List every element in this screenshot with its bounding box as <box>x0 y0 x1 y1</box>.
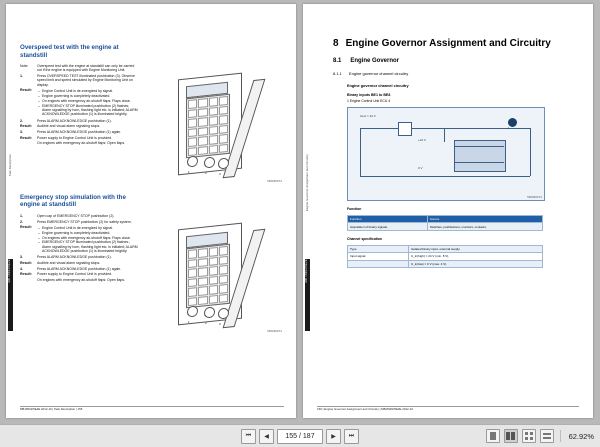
step-row <box>20 130 138 134</box>
step-label: 2. <box>20 118 23 123</box>
table-header-row <box>348 216 543 223</box>
step-text: Power supply to Engine Control Unit is provided. <box>37 272 113 277</box>
step-label <box>20 141 37 145</box>
bullet: – EMERGENCY STOP illuminated pushbutton (2) flashes; Alarm signalling by horn, flashing light etc. is initiated; ALARM ACKNOWLEDGE pushbutton (1) is illuminated brightly. <box>42 104 138 117</box>
step-row <box>20 74 138 87</box>
step-text: Overspeed test with the engine at standstill can only be carried out if the engine is equipped with Engine Monitoring Unit. <box>37 64 135 73</box>
table-row <box>348 260 543 267</box>
step-text: On engines with emergency air-shutoff flaps: Open flaps. <box>37 141 126 146</box>
step-row <box>20 220 138 224</box>
left-page[interactable] <box>6 4 296 418</box>
section-title: Engine Governor <box>350 58 400 64</box>
figure-control-panel-1 <box>146 64 284 184</box>
step-row <box>20 267 138 271</box>
step-row <box>20 124 138 128</box>
subsection-number: 8.1.1 <box>333 71 342 76</box>
table-row <box>348 223 543 230</box>
table-cell: Input signal <box>348 253 409 260</box>
left-page-side-tab: Task Description <box>9 154 12 177</box>
step-text: On engines with emergency air-shutoff flaps: Open flaps. <box>37 278 126 283</box>
step-row <box>20 119 138 123</box>
channel-specification-table <box>347 245 543 268</box>
section-block-emergency-stop <box>20 213 284 333</box>
step-label: Result: <box>20 261 32 266</box>
schematic-supply-label: Uext = 24 V <box>360 114 376 118</box>
step-text: Press ALARM ACKNOWLEDGE pushbutton (1) again. <box>37 266 122 271</box>
table-caption-function: Function <box>347 207 362 211</box>
schematic-voltage-high: +24 V <box>418 138 426 142</box>
schematic-switch <box>398 122 412 136</box>
schematic-voltage-low: 0 V <box>418 166 423 170</box>
step-row <box>20 272 138 276</box>
chapter-heading <box>333 38 573 49</box>
step-text: Press ALARM ACKNOWLEDGE pushbutton (1) again. <box>37 129 122 134</box>
right-page-side-marker-label: MB 15002/5E2E <box>305 259 308 283</box>
step-label: 1. <box>20 213 23 218</box>
right-page-side-marker <box>305 259 310 331</box>
viewer-toolbar <box>0 424 600 447</box>
step-label: 4. <box>20 266 23 271</box>
grid-view-icon[interactable] <box>522 429 536 443</box>
left-page-side-marker <box>8 259 13 331</box>
section-title-emergency-stop: Emergency stop simulation with the engine at standstill <box>20 193 126 209</box>
step-label: 3. <box>20 255 23 260</box>
step-label: Result: <box>20 272 32 277</box>
table-cell: U_in(high) = 24 V (min. 8 V), <box>409 253 543 260</box>
subsection-title: Engine governor channel circuitry <box>348 71 409 76</box>
table-cell: Isolated binary input, external supply. <box>409 245 543 252</box>
left-page-side-marker-label: MB 15002/5E2E <box>8 259 11 283</box>
callout-2: 2 <box>205 320 207 325</box>
panel-keypad <box>186 94 230 159</box>
left-page-content <box>20 44 284 333</box>
table-row <box>348 253 543 260</box>
bullet: – Engine Control Unit is de-energized by signal. <box>42 89 138 93</box>
table-cell: Type <box>348 245 409 252</box>
step-row <box>20 255 138 259</box>
step-row <box>20 141 138 145</box>
step-label <box>20 278 37 282</box>
step-bullets <box>37 225 138 254</box>
chapter-number: 8 <box>333 38 339 49</box>
legend-item: 1 Engine Control Unit ECU 4 <box>347 99 391 103</box>
table-cell: Acquisition of binary signals. <box>348 223 428 230</box>
step-label: 2. <box>20 219 23 224</box>
callout-3: 3 <box>219 172 221 177</box>
step-row <box>20 214 138 218</box>
step-text: Audible and visual alarm signaling stops. <box>37 261 101 266</box>
step-text: Press ALARM ACKNOWLEDGE pushbutton (1). <box>37 255 112 260</box>
view-controls <box>486 429 594 443</box>
bullet: – EMERGENCY STOP illuminated pushbutton (2) flashes.; Alarm signalling by horn, flashing light etc. is initiated; ALARM ACKNOWLEDGE pushbutton (1) is illuminated brightly. <box>42 240 138 253</box>
facing-pages-view-icon[interactable] <box>504 429 518 443</box>
step-text: Power supply to Engine Control Unit is provided. <box>37 135 113 140</box>
page-number-input[interactable]: 155 / 187 <box>277 429 323 444</box>
heading-channel-circuitry: Engine governor channel circuitry <box>347 84 409 88</box>
callout-2: 2 <box>205 171 207 176</box>
toolbar-divider <box>560 430 561 442</box>
figure-label: 500000974 <box>267 180 282 184</box>
right-page-side-tab: Engine Governor Assignment and Circuitry <box>306 154 309 212</box>
step-text: Open cap of EMERGENCY STOP pushbutton (2). <box>37 213 115 218</box>
section-block-overspeed <box>20 64 284 184</box>
bullet: – On engines with emergency air-shutoff flaps: Flaps close. <box>42 236 138 240</box>
bullet: – On engines with emergency air-shutoff flaps: Flaps close. <box>42 99 138 103</box>
table-cell <box>348 260 409 267</box>
control-panel-drawing <box>172 72 252 175</box>
first-page-button[interactable]: ⏮ <box>241 429 256 444</box>
step-label: Result: <box>20 124 32 129</box>
last-page-button[interactable]: ⏭ <box>344 429 359 444</box>
right-body <box>347 84 573 103</box>
figure-channel-circuitry <box>347 107 545 201</box>
figure-label: 500000374 <box>527 196 542 199</box>
figure-label: 500000974 <box>267 329 282 333</box>
zoom-level[interactable]: 62.92% <box>568 431 594 441</box>
step-row <box>20 225 138 254</box>
single-page-view-icon[interactable] <box>486 429 500 443</box>
heading-binary-inputs: Binary inputs BE1 to BE8 <box>347 93 391 97</box>
table-row <box>348 245 543 252</box>
bullet: – Engine Control Unit is de-energized by signal. <box>42 226 138 230</box>
left-page-footer: MB15002/5E2E 2012-10 | Task Description | 155 <box>20 407 83 411</box>
step-text: Press OVERSPEED TEST illuminated pushbutton (3). Observe speed limit and speed simulated by Engine Monitoring Unit on display. <box>37 74 135 87</box>
panel-keypad <box>186 244 230 309</box>
callout-1: 1 <box>188 319 190 324</box>
table-cell: Switches, pushbuttons, monitors, contacts. <box>427 223 542 230</box>
function-table <box>347 215 543 231</box>
step-row <box>20 136 138 140</box>
step-row <box>20 64 138 73</box>
right-page-content <box>333 38 573 268</box>
callout-3: 3 <box>219 321 221 326</box>
section-number: 8.1 <box>333 58 342 64</box>
step-label: Note: <box>20 64 29 69</box>
step-label: Result: <box>20 135 32 140</box>
table-header-cell: Source <box>427 216 542 223</box>
step-label: Result: <box>20 225 32 230</box>
previous-page-button[interactable]: ◀ <box>259 429 274 444</box>
right-page-footer: 156 | Engine Governor Assignment and Circuitry | MB15002/5E2E 2012-10 <box>317 407 413 411</box>
step-label: 1. <box>20 74 23 79</box>
table-caption-channel: Channel specification <box>347 236 383 241</box>
schematic-node-label: 1 <box>508 126 510 130</box>
step-row <box>20 278 138 282</box>
figure-control-panel-2 <box>146 214 284 334</box>
bullet: – Engine governing is completely deactivated. <box>42 94 138 98</box>
step-text: Press ALARM ACKNOWLEDGE pushbutton (1). <box>37 118 112 123</box>
control-panel-drawing <box>172 222 252 325</box>
bullet: – Engine governing is completely deactivated. <box>42 231 138 235</box>
chapter-title: Engine Governor Assignment and Circuitry <box>345 38 551 49</box>
section-heading <box>333 58 573 64</box>
step-text: Press EMERGENCY STOP pushbutton (2) for safety system. <box>37 219 132 224</box>
step-label: Result: <box>20 88 32 93</box>
step-row <box>20 261 138 265</box>
callout-1: 1 <box>188 170 190 175</box>
overspeed-steps <box>20 64 138 145</box>
section-title-overspeed: Overspeed test with the engine at standstill <box>20 44 119 59</box>
emergency-stop-steps <box>20 214 138 283</box>
subsection-heading <box>333 71 573 76</box>
table-cell: U_in(low) = 0 V (max. 4 V). <box>409 260 543 267</box>
step-text: Audible and visual alarm signaling stops. <box>37 124 101 129</box>
table-header-cell: Function <box>348 216 428 223</box>
step-label: 3. <box>20 129 23 134</box>
step-row <box>20 88 138 117</box>
schematic-optocoupler <box>454 140 506 172</box>
page-navigation <box>241 429 359 444</box>
right-page[interactable] <box>303 4 593 418</box>
next-page-button[interactable]: ▶ <box>326 429 341 444</box>
step-bullets <box>37 88 138 117</box>
thumbnail-view-icon[interactable] <box>540 429 554 443</box>
